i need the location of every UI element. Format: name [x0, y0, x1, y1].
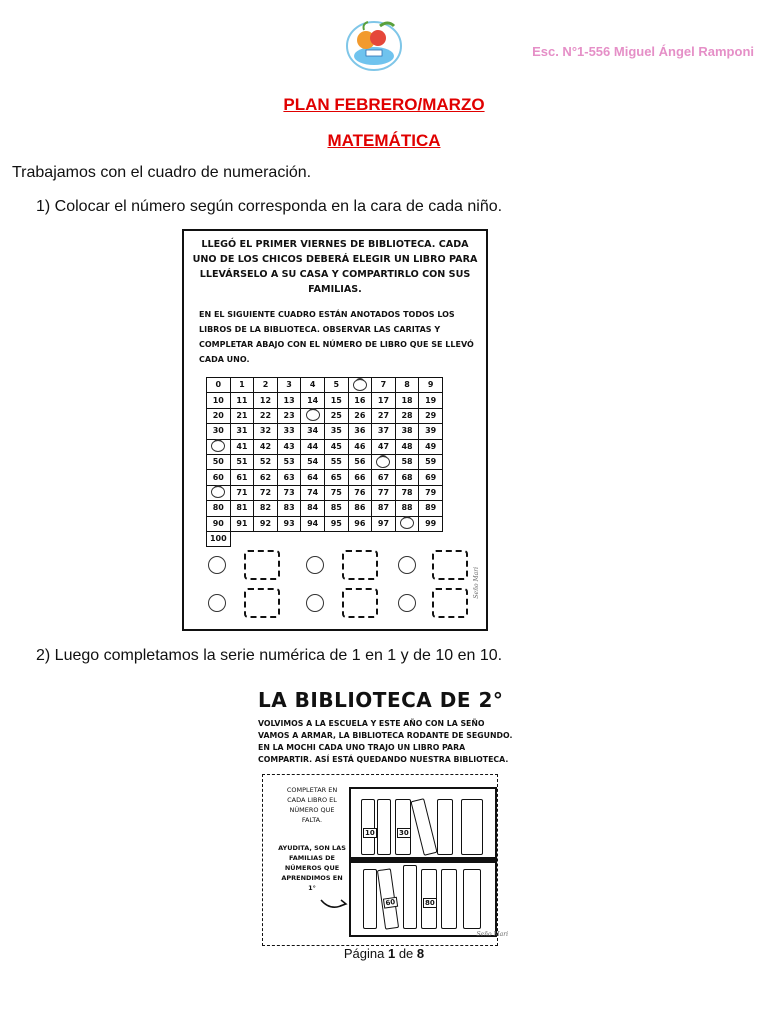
book [377, 799, 391, 855]
number-cell: 96 [348, 516, 372, 531]
number-cell: 31 [230, 424, 254, 439]
number-cell: 43 [277, 439, 301, 454]
number-cell: 55 [324, 454, 348, 469]
number-cell: 17 [372, 393, 396, 408]
number-cell: 44 [301, 439, 325, 454]
number-cell: 63 [277, 470, 301, 485]
answer-box[interactable] [244, 588, 280, 618]
number-cell: 28 [395, 408, 419, 423]
grid-row [207, 378, 443, 393]
book [395, 799, 411, 855]
number-cell: 91 [230, 516, 254, 531]
grid-row [207, 516, 443, 531]
empty-cell [277, 531, 301, 546]
number-cell: 86 [348, 501, 372, 516]
number-cell: 74 [301, 485, 325, 500]
answer-box[interactable] [432, 588, 468, 618]
number-cell: 59 [419, 454, 443, 469]
hint-note: AYUDITA, SON LAS FAMILIAS DE NÚMEROS QUE APRENDIMOS EN 1° [278, 844, 346, 892]
girl-face-icon [208, 594, 226, 612]
number-cell: 94 [301, 516, 325, 531]
number-cell: 77 [372, 485, 396, 500]
book [410, 798, 437, 856]
book-label: 30 [399, 829, 409, 837]
number-cell: 36 [348, 424, 372, 439]
plan-title: PLAN FEBRERO/MARZO [283, 95, 485, 114]
instruction-note: COMPLETAR EN CADA LIBRO EL NÚMERO QUE FALTA. [286, 786, 338, 824]
subject-title: MATEMÁTICA [327, 131, 441, 150]
number-cell: 76 [348, 485, 372, 500]
number-cell: 92 [254, 516, 278, 531]
number-cell: 5 [324, 378, 348, 393]
book [463, 869, 481, 929]
boy-face-icon [398, 556, 416, 574]
number-cell: 99 [419, 516, 443, 531]
school-logo [344, 16, 404, 72]
number-cell: 83 [277, 501, 301, 516]
number-cell: 14 [301, 393, 325, 408]
book [403, 865, 417, 929]
grid-row [207, 501, 443, 516]
task-1: 1) Colocar el número según corresponda en la cara de cada niño. [36, 198, 503, 215]
number-cell: 49 [419, 439, 443, 454]
answer-box[interactable] [432, 550, 468, 580]
hundred-chart [206, 377, 443, 547]
number-cell: 21 [230, 408, 254, 423]
book [437, 799, 453, 855]
face-cell [207, 439, 231, 454]
number-cell: 97 [372, 516, 396, 531]
number-cell: 72 [254, 485, 278, 500]
grid-row [207, 470, 443, 485]
number-cell: 45 [324, 439, 348, 454]
child-face-icon [211, 440, 225, 452]
number-cell: 2 [254, 378, 278, 393]
worksheet-library-grid [182, 229, 488, 631]
empty-cell [395, 531, 419, 546]
number-cell: 51 [230, 454, 254, 469]
number-cell: 30 [207, 424, 231, 439]
number-cell: 82 [254, 501, 278, 516]
number-cell: 41 [230, 439, 254, 454]
grid-row [207, 485, 443, 500]
bookshelf [349, 787, 497, 937]
empty-cell [230, 531, 254, 546]
book [363, 869, 377, 929]
answer-box[interactable] [342, 550, 378, 580]
number-cell: 13 [277, 393, 301, 408]
number-cell: 16 [348, 393, 372, 408]
number-cell: 52 [254, 454, 278, 469]
number-cell: 34 [301, 424, 325, 439]
face-cell [301, 408, 325, 423]
book [461, 799, 483, 855]
number-cell: 93 [277, 516, 301, 531]
answer-box[interactable] [244, 550, 280, 580]
face-cell [372, 454, 396, 469]
number-cell: 79 [419, 485, 443, 500]
number-cell: 81 [230, 501, 254, 516]
number-cell: 10 [207, 393, 231, 408]
number-cell: 62 [254, 470, 278, 485]
number-cell: 9 [419, 378, 443, 393]
grid-row [207, 393, 443, 408]
grid-row [207, 531, 443, 546]
number-cell: 64 [301, 470, 325, 485]
number-cell: 47 [372, 439, 396, 454]
worksheet2-title: LA BIBLIOTECA DE 2° [258, 688, 504, 712]
worksheet-watermark: Seño Mari [473, 567, 480, 599]
number-cell: 89 [419, 501, 443, 516]
number-cell: 32 [254, 424, 278, 439]
book-label: 10 [365, 829, 375, 837]
number-cell: 60 [207, 470, 231, 485]
child-face-icon [376, 456, 390, 468]
intro-text: Trabajamos con el cuadro de numeración. [12, 164, 312, 181]
number-cell: 80 [207, 501, 231, 516]
number-cell: 7 [372, 378, 396, 393]
book [377, 868, 399, 929]
arrow-icon [319, 897, 349, 911]
empty-cell [372, 531, 396, 546]
worksheet-instructions: EN EL SIGUIENTE CUADRO ESTÁN ANOTADOS TODOS LOS LIBROS DE LA BIBLIOTECA. OBSERVAR LAS CARITAS Y COMPLETAR ABAJO CON EL NÚMERO DE LIBRO QUE SE LLEVÓ CADA UNO. [199, 310, 474, 364]
footer-total-pages: 8 [416, 946, 425, 961]
worksheet-heading: LLEGÓ EL PRIMER VIERNES DE BIBLIOTECA. CADA UNO DE LOS CHICOS DEBERÁ ELEGIR UN LIBRO PARA LLEVÁRSELO A SU CASA Y COMPARTIRLO CON SUS FAMILIAS. [192, 239, 478, 295]
number-cell: 19 [419, 393, 443, 408]
number-cell: 68 [395, 470, 419, 485]
number-cell: 67 [372, 470, 396, 485]
number-cell: 25 [324, 408, 348, 423]
grid-row [207, 439, 443, 454]
book [421, 869, 437, 929]
number-cell: 37 [372, 424, 396, 439]
number-cell: 11 [230, 393, 254, 408]
number-cell: 69 [419, 470, 443, 485]
number-cell: 56 [348, 454, 372, 469]
girl-face-icon [306, 594, 324, 612]
child-face-icon [400, 517, 414, 529]
empty-cell [348, 531, 372, 546]
grid-row [207, 408, 443, 423]
footer-prefix: Página [343, 946, 385, 961]
number-cell: 75 [324, 485, 348, 500]
number-cell: 90 [207, 516, 231, 531]
empty-cell [254, 531, 278, 546]
task-2: 2) Luego completamos la serie numérica de 1 en 1 y de 10 en 10. [36, 647, 503, 664]
number-cell: 12 [254, 393, 278, 408]
number-cell: 61 [230, 470, 254, 485]
number-cell: 29 [419, 408, 443, 423]
number-cell: 95 [324, 516, 348, 531]
number-cell: 4 [301, 378, 325, 393]
footer-middle: de [398, 946, 414, 961]
number-cell: 27 [372, 408, 396, 423]
number-cell: 78 [395, 485, 419, 500]
grid-row [207, 424, 443, 439]
boy-face-icon [208, 556, 226, 574]
child-face-icon [306, 409, 320, 421]
child-face-icon [353, 379, 367, 391]
empty-cell [324, 531, 348, 546]
book-label: 60 [383, 897, 398, 909]
face-cell [348, 378, 372, 393]
number-cell: 8 [395, 378, 419, 393]
child-face-icon [211, 486, 225, 498]
number-cell: 46 [348, 439, 372, 454]
number-cell: 23 [277, 408, 301, 423]
number-cell: 50 [207, 454, 231, 469]
number-cell: 88 [395, 501, 419, 516]
number-cell: 3 [277, 378, 301, 393]
number-cell: 38 [395, 424, 419, 439]
number-cell: 39 [419, 424, 443, 439]
bookshelf-frame [262, 774, 498, 946]
number-cell: 22 [254, 408, 278, 423]
empty-cell [301, 531, 325, 546]
shelf-divider [351, 857, 495, 863]
worksheet2-watermark: Seño Mari [476, 931, 508, 938]
number-cell: 0 [207, 378, 231, 393]
empty-cell [419, 531, 443, 546]
number-cell: 53 [277, 454, 301, 469]
number-cell: 73 [277, 485, 301, 500]
book-label: 80 [425, 899, 435, 907]
book [361, 799, 375, 855]
number-cell: 65 [324, 470, 348, 485]
number-cell: 18 [395, 393, 419, 408]
number-cell: 33 [277, 424, 301, 439]
number-cell: 84 [301, 501, 325, 516]
number-cell: 15 [324, 393, 348, 408]
number-cell: 1 [230, 378, 254, 393]
number-cell: 54 [301, 454, 325, 469]
girl-face-icon [398, 594, 416, 612]
number-cell: 71 [230, 485, 254, 500]
number-cell: 48 [395, 439, 419, 454]
worksheet2-paragraph: VOLVIMOS A LA ESCUELA Y ESTE AÑO CON LA SEÑO VAMOS A ARMAR, LA BIBLIOTECA RODANTE DE SEGUNDO. EN LA MOCHI CADA UNO TRAJO UN LIBRO PARA COMPARTIR. ASÍ ESTÁ QUEDANDO NUESTRA BIBLIOTECA. [258, 719, 513, 764]
footer-page-number: 1 [387, 946, 396, 961]
number-cell: 35 [324, 424, 348, 439]
number-cell: 58 [395, 454, 419, 469]
number-cell: 42 [254, 439, 278, 454]
number-cell: 100 [207, 531, 231, 546]
page-footer [0, 946, 768, 961]
number-cell: 66 [348, 470, 372, 485]
answer-area [202, 550, 474, 620]
number-cell: 85 [324, 501, 348, 516]
number-cell: 20 [207, 408, 231, 423]
face-cell [207, 485, 231, 500]
number-cell: 26 [348, 408, 372, 423]
worksheet-bookshelf [254, 688, 516, 946]
school-name: Esc. N°1-556 Miguel Ángel Ramponi [532, 44, 754, 59]
boy-face-icon [306, 556, 324, 574]
grid-row [207, 454, 443, 469]
number-cell: 87 [372, 501, 396, 516]
answer-box[interactable] [342, 588, 378, 618]
book [441, 869, 457, 929]
face-cell [395, 516, 419, 531]
